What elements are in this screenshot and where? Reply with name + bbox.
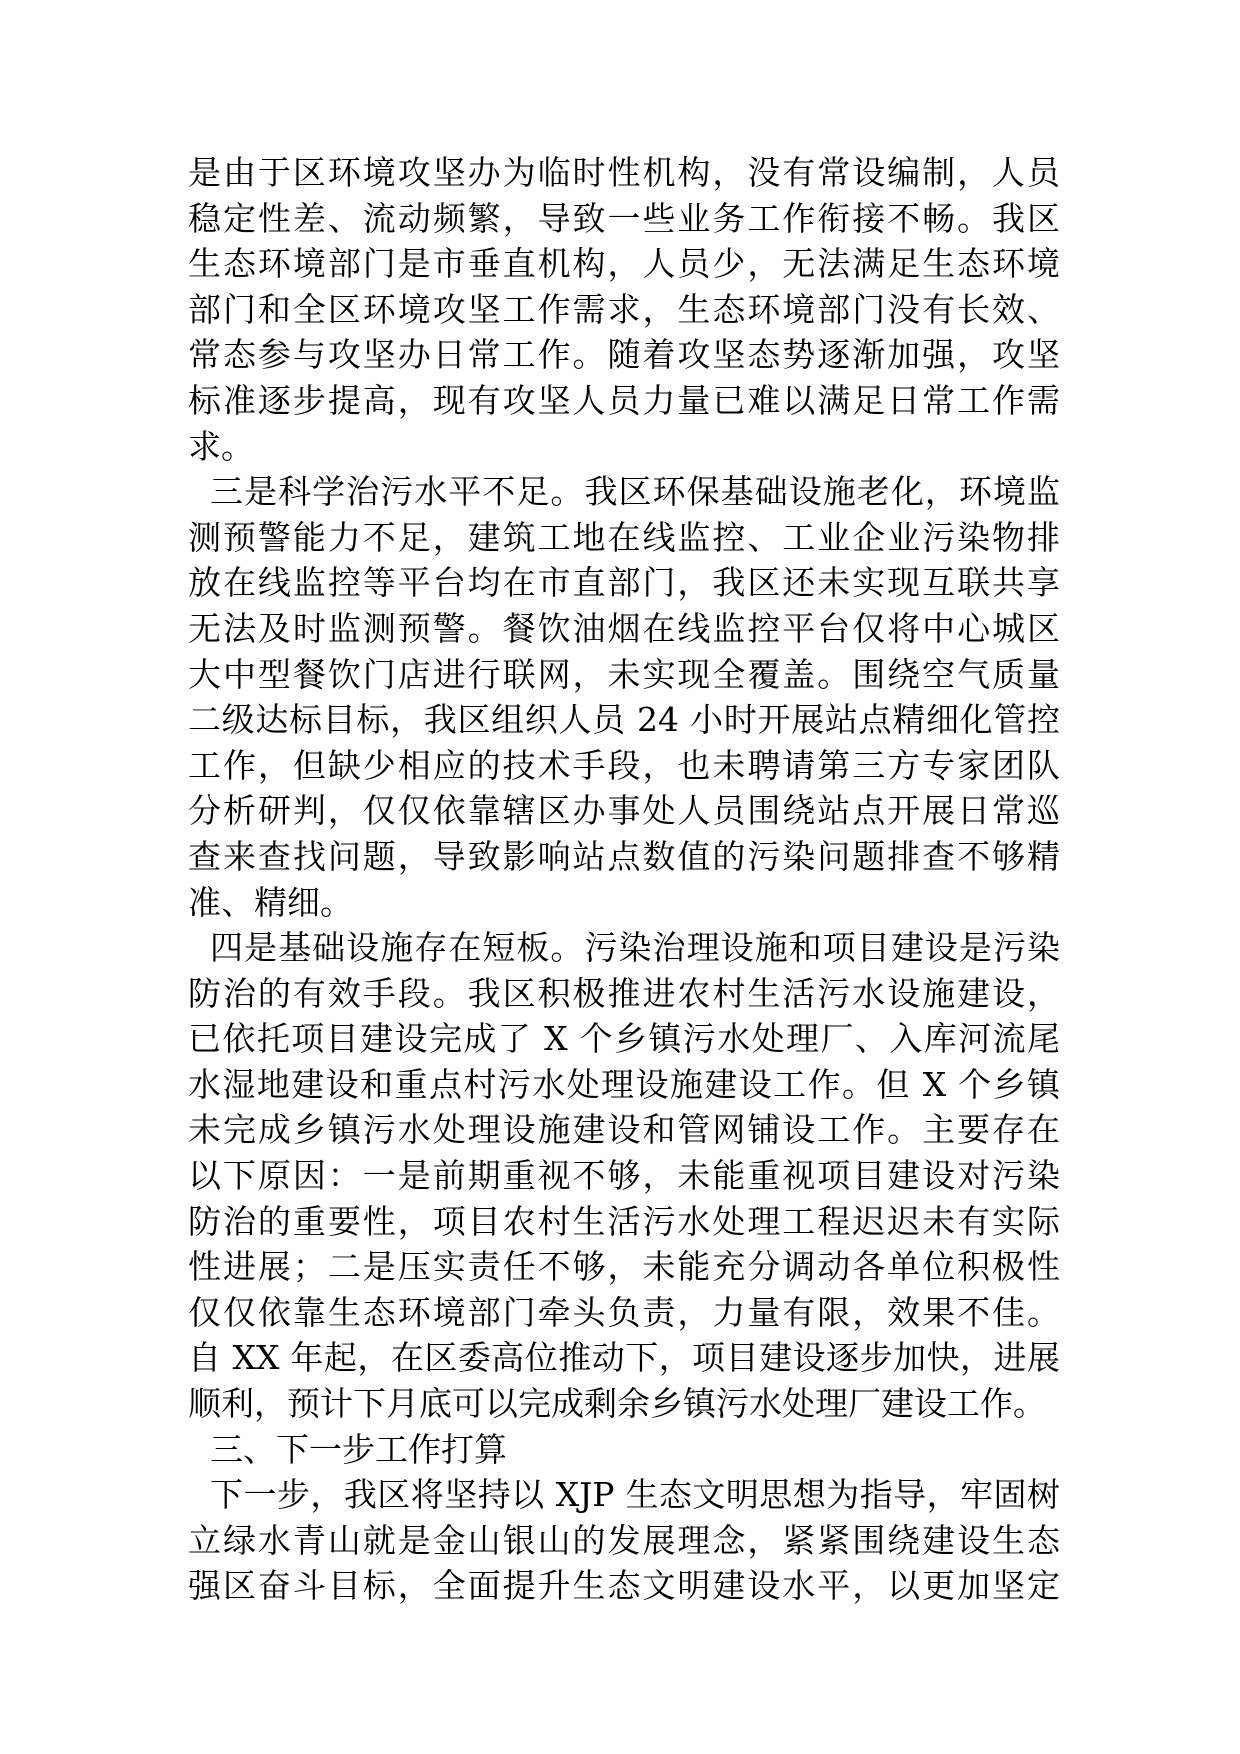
text-line: 常态参与攻坚办日常工作。随着攻坚态势逐渐加强，攻坚 — [188, 335, 1060, 375]
text-line: 标准逐步提高，现有攻坚人员力量已难以满足日常工作需 — [188, 380, 1060, 420]
text-line: 下一步，我区将坚持以 XJP 生态文明思想为指导，牢固树 — [210, 1475, 1060, 1515]
text-line: 生态环境部门是市垂直机构，人员少，无法满足生态环境 — [188, 244, 1060, 284]
text-line: 三是科学治污水平不足。我区环保基础设施老化，环境监 — [210, 472, 1060, 512]
text-line: 以下原因：一是前期重视不够，未能重视项目建设对污染 — [188, 1156, 1060, 1196]
text-line: 无法及时监测预警。餐饮油烟在线监控平台仅将中心城区 — [188, 608, 1060, 648]
text-line: 大中型餐饮门店进行联网，未实现全覆盖。围绕空气质量 — [188, 654, 1060, 694]
text-line: 防治的有效手段。我区积极推进农村生活污水设施建设， — [188, 973, 1060, 1013]
text-line: 防治的重要性，项目农村生活污水处理工程迟迟未有实际 — [188, 1201, 1060, 1241]
text-line: 仅仅依靠生态环境部门牵头负责，力量有限，效果不佳。 — [188, 1292, 1060, 1332]
text-line: 分析研判，仅仅依靠辖区办事处人员围绕站点开展日常巡 — [188, 791, 1060, 831]
paragraph-staffing — [188, 150, 1060, 469]
heading-text: 三、下一步工作打算 — [210, 1429, 507, 1469]
text-line: 未完成乡镇污水处理设施建设和管网铺设工作。主要存在 — [188, 1110, 1060, 1150]
body-text — [188, 150, 1060, 1609]
text-line: 立绿水青山就是金山银山的发展理念，紧紧围绕建设生态 — [188, 1520, 1060, 1560]
text-line: 测预警能力不足，建筑工地在线监控、工业企业污染物排 — [188, 517, 1060, 557]
text-line: 是由于区环境攻坚办为临时性机构，没有常设编制，人员 — [188, 153, 1060, 192]
text-line: 已依托项目建设完成了 X 个乡镇污水处理厂、入库河流尾 — [188, 1019, 1060, 1059]
text-line: 求。 — [188, 426, 254, 466]
text-line: 四是基础设施存在短板。污染治理设施和项目建设是污染 — [210, 928, 1060, 968]
paragraph-infrastructure — [188, 925, 1060, 1427]
text-line: 性进展；二是压实责任不够，未能充分调动各单位积极性 — [188, 1247, 1060, 1287]
text-line: 查来查找问题，导致影响站点数值的污染问题排查不够精 — [188, 836, 1060, 876]
text-line: 强区奋斗目标，全面提升生态文明建设水平，以更加坚定 — [188, 1566, 1060, 1606]
text-line: 水湿地建设和重点村污水处理设施建设工作。但 X 个乡镇 — [188, 1064, 1060, 1104]
text-line: 放在线监控等平台均在市直部门，我区还未实现互联共享 — [188, 563, 1060, 603]
text-line: 部门和全区环境攻坚工作需求，生态环境部门没有长效、 — [188, 289, 1060, 329]
text-line: 准、精细。 — [188, 882, 353, 922]
text-line: 自 XX 年起，在区委高位推动下，项目建设逐步加快，进展 — [188, 1338, 1060, 1378]
paragraph-next-steps — [188, 1472, 1060, 1609]
text-line: 顺利，预计下月底可以完成剩余乡镇污水处理厂建设工作。 — [188, 1384, 1046, 1424]
text-line: 工作，但缺少相应的技术手段，也未聘请第三方专家团队 — [188, 745, 1060, 785]
section-heading — [188, 1427, 1060, 1473]
paragraph-scientific-pollution-control — [188, 469, 1060, 925]
text-line: 二级达标目标，我区组织人员 24 小时开展站点精细化管控 — [188, 700, 1060, 740]
text-line: 稳定性差、流动频繁，导致一些业务工作衔接不畅。我区 — [188, 198, 1060, 238]
